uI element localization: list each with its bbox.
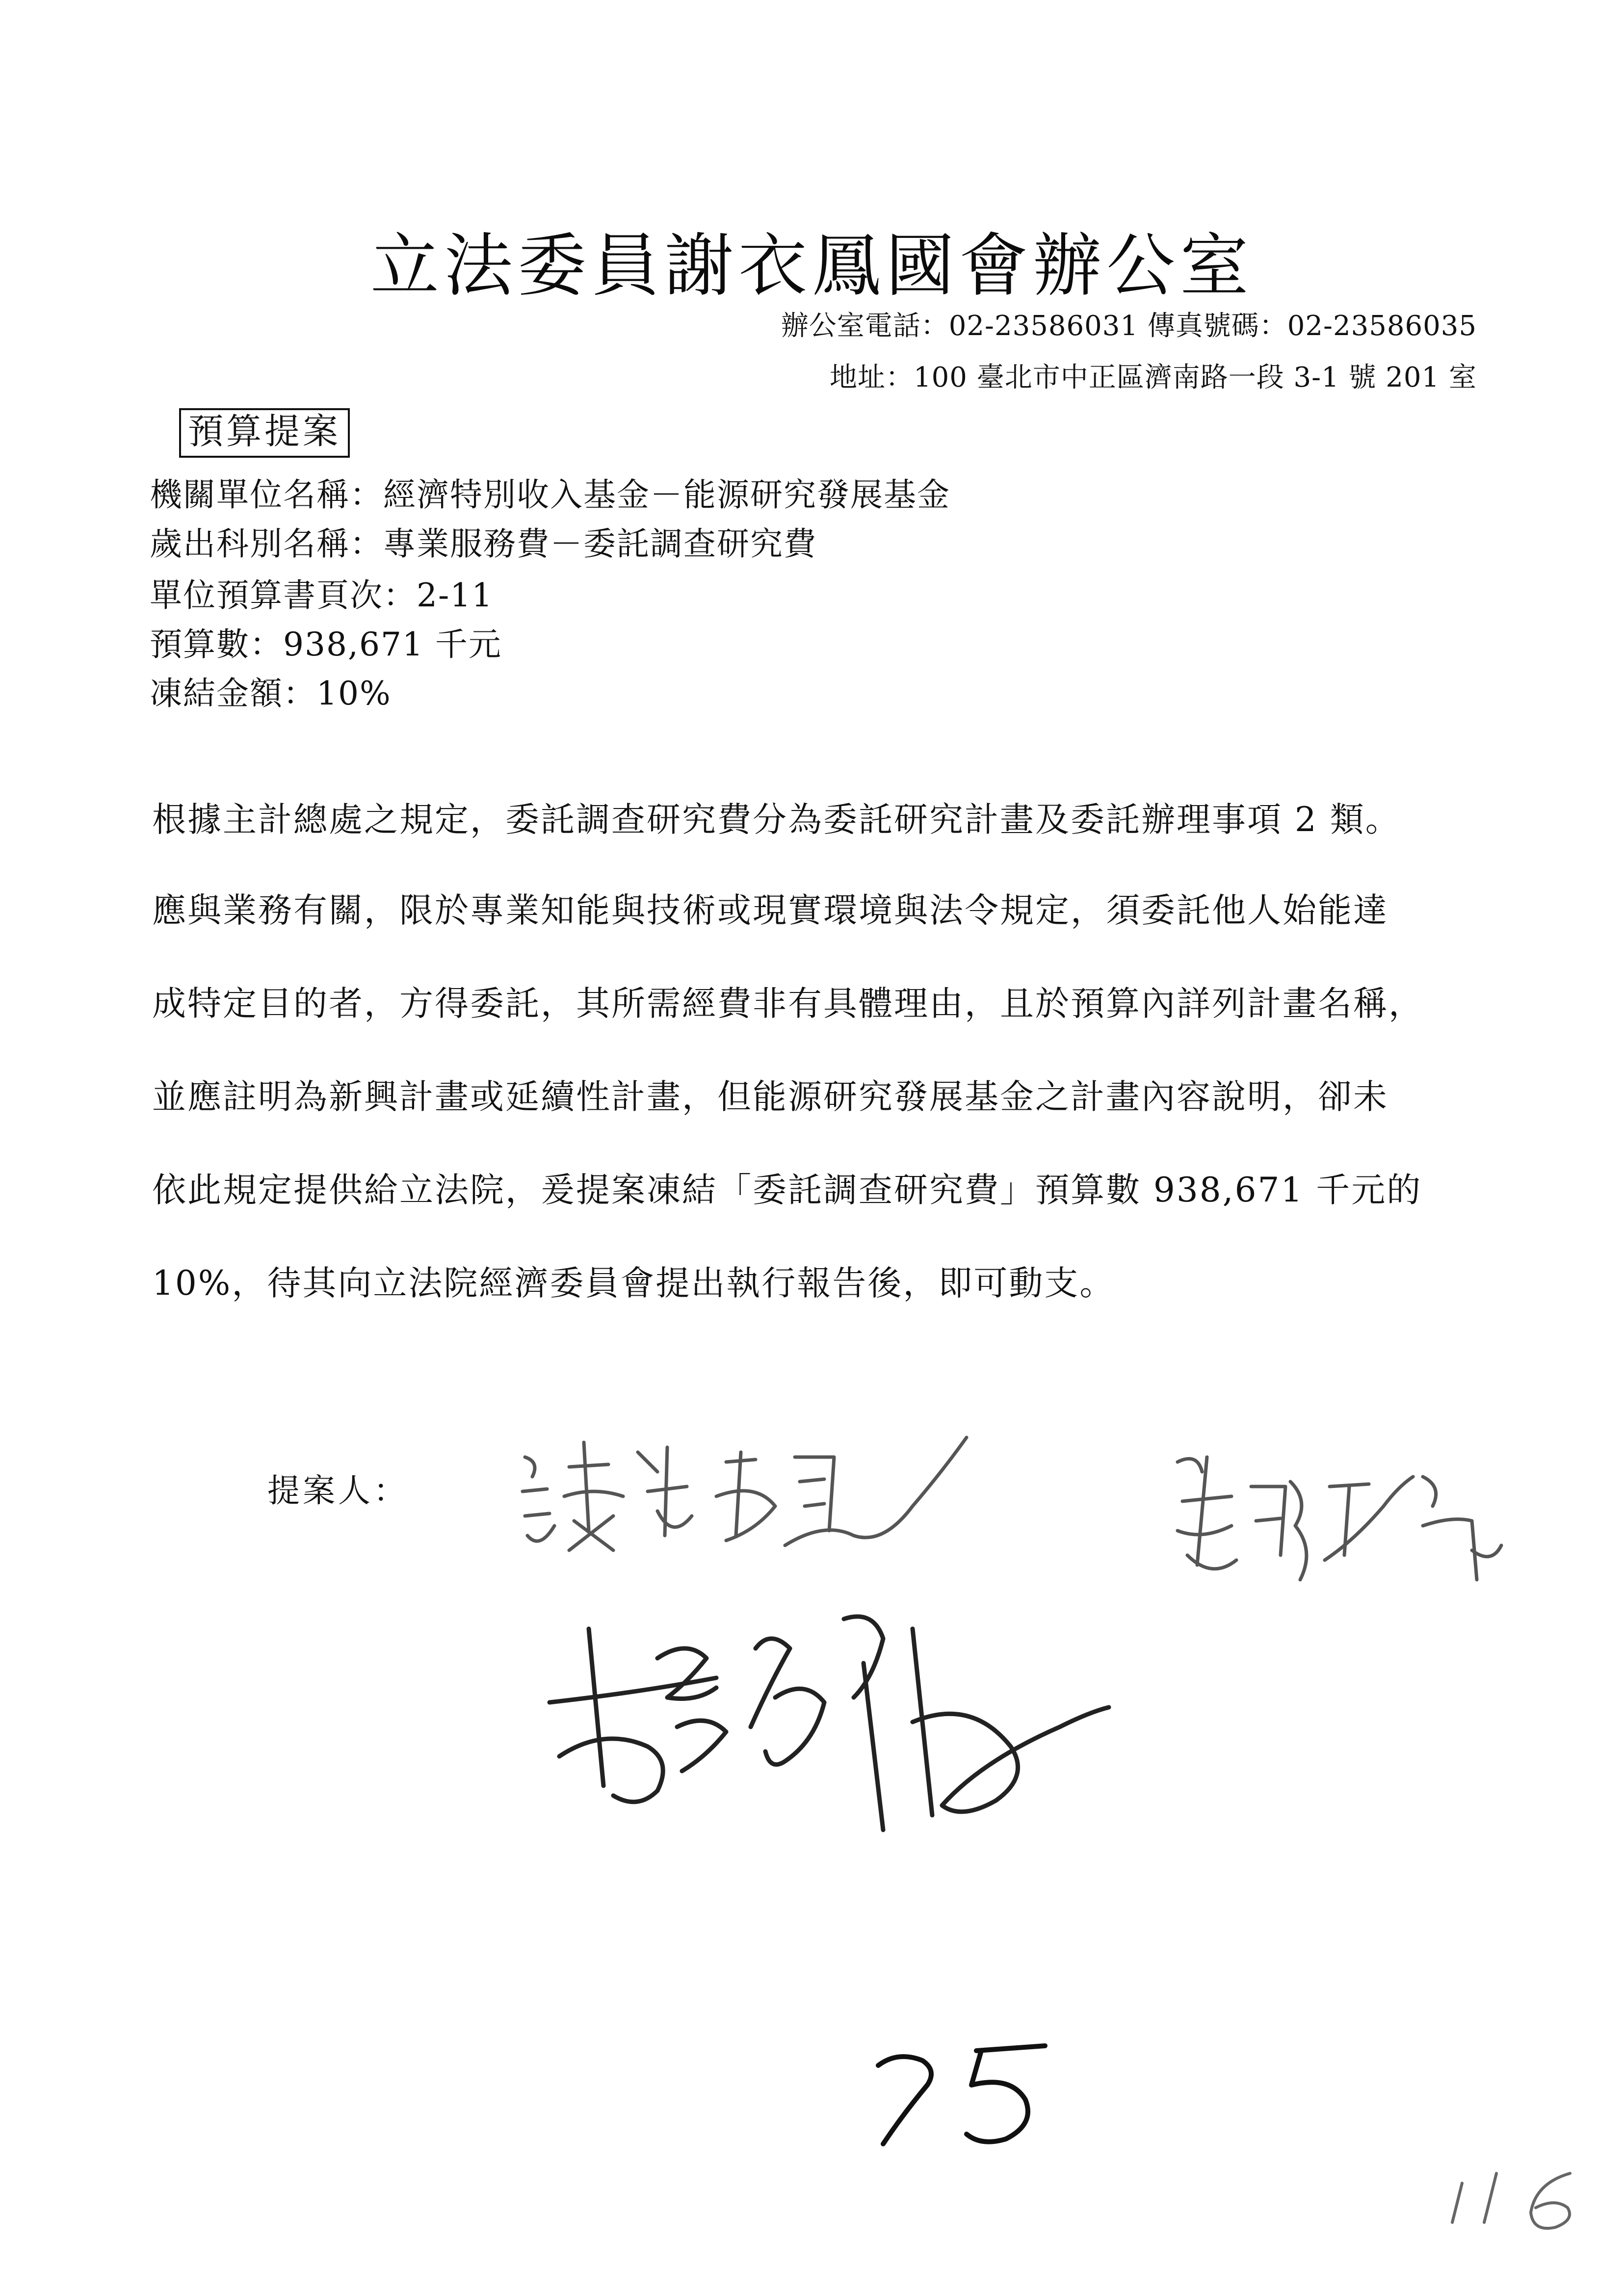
body-paragraph-line: 成特定目的者，方得委託，其所需經費非有具體理由，且於預算內詳列計畫名稱， (152, 984, 1424, 1023)
office-address: 地址：100 臺北市中正區濟南路一段 3-1 號 201 室 (830, 362, 1477, 393)
handwritten-corner-mark (1442, 2154, 1604, 2237)
proposer-label: 提案人： (267, 1472, 409, 1510)
office-title: 立法委員謝衣鳳國會辦公室 (370, 226, 1254, 306)
body-paragraph-line: 並應註明為新興計畫或延續性計畫，但能源研究發展基金之計畫內容說明，卻未 (152, 1077, 1388, 1117)
handwritten-page-number (864, 2031, 1060, 2154)
body-paragraph-line: 10%，待其向立法院經濟委員會提出執行報告後，即可動支。 (152, 1264, 1115, 1303)
budget-proposal-tag: 預算提案 (179, 408, 350, 458)
budget-amount: 預算數：938,671 千元 (150, 626, 502, 663)
body-paragraph-line: 應與業務有關，限於專業知能與技術或現實環境與法令規定，須委託他人始能達 (152, 891, 1388, 930)
budget-page-number: 單位預算書頁次：2-11 (150, 576, 494, 614)
agency-name: 機關單位名稱：經濟特別收入基金－能源研究發展基金 (150, 476, 950, 514)
signature-2 (1168, 1442, 1511, 1609)
frozen-amount: 凍結金額：10% (150, 675, 392, 712)
body-paragraph-line: 根據主計總處之規定，委託調查研究費分為委託研究計畫及委託辦理事項 2 類。 (152, 800, 1401, 839)
office-phone-fax: 辦公室電話：02-23586031 傳真號碼：02-23586035 (781, 310, 1477, 342)
signature-3 (540, 1599, 1119, 1845)
expense-item-name: 歲出科別名稱：專業服務費－委託調查研究費 (150, 525, 817, 563)
body-paragraph-line: 依此規定提供給立法院，爰提案凍結「委託調查研究費」預算數 938,671 千元的 (152, 1171, 1422, 1210)
signature-1 (510, 1423, 981, 1580)
